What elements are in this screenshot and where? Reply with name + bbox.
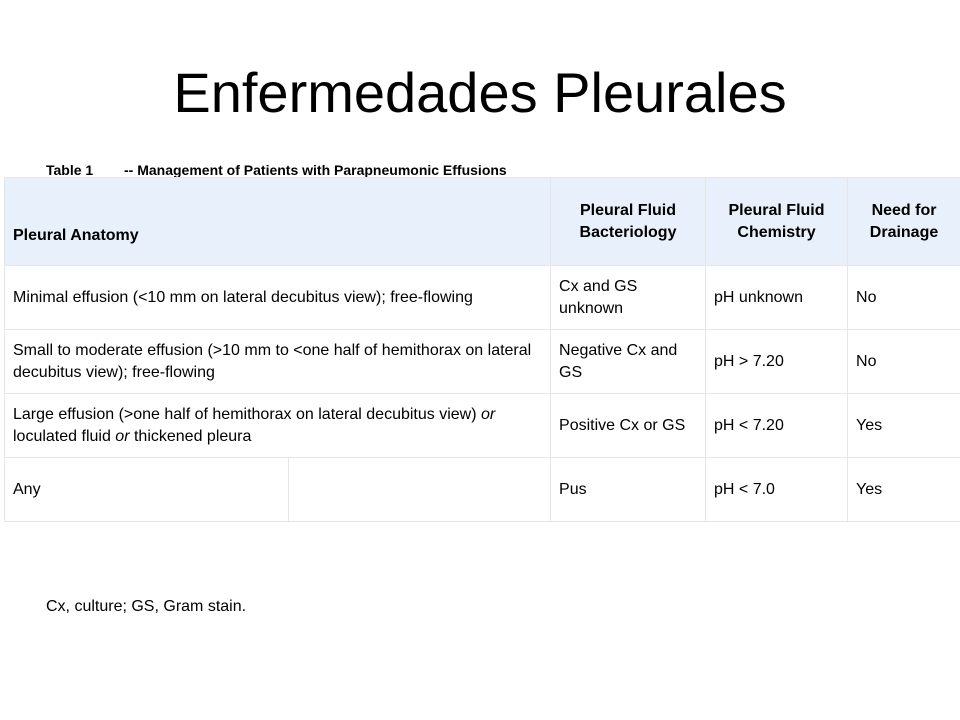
- table-row: [5, 458, 960, 522]
- header-pleural-fluid-chemistry: Pleural Fluid Chemistry: [706, 178, 848, 266]
- cell-anatomy: Small to moderate effusion (>10 mm to <one half of hemithorax on lateral decubitus view); free-flowing: [5, 330, 551, 394]
- table-header-row: [5, 178, 960, 266]
- cell-drainage: No: [848, 266, 960, 330]
- table-row: [5, 266, 960, 330]
- slide-title: Enfermedades Pleurales: [173, 61, 787, 124]
- header-pleural-fluid-bacteriology: Pleural Fluid Bacteriology: [551, 178, 706, 266]
- header-pleural-anatomy: Pleural Anatomy: [5, 178, 551, 266]
- cell-drainage: Yes: [848, 458, 960, 522]
- cell-empty: [289, 458, 551, 522]
- cell-anatomy: Minimal effusion (<10 mm on lateral decubitus view); free-flowing: [5, 266, 551, 330]
- anatomy-text-part: thickened pleura: [129, 427, 252, 445]
- anatomy-or-emphasis: or: [115, 427, 130, 445]
- cell-bacteriology: Pus: [551, 458, 706, 522]
- cell-bacteriology: Positive Cx or GS: [551, 394, 706, 458]
- cell-chemistry: pH > 7.20: [706, 330, 848, 394]
- cell-anatomy: Any: [5, 458, 289, 522]
- management-table: [4, 177, 960, 522]
- cell-bacteriology: Negative Cx and GS: [551, 330, 706, 394]
- cell-chemistry: pH < 7.0: [706, 458, 848, 522]
- anatomy-or-emphasis: or: [480, 405, 496, 423]
- table-caption-label: Table 1: [46, 162, 94, 177]
- cell-anatomy: [5, 394, 551, 458]
- header-need-for-drainage: Need for Drainage: [848, 178, 960, 266]
- cell-chemistry: pH unknown: [706, 266, 848, 330]
- cell-drainage: No: [848, 330, 960, 394]
- cell-drainage: Yes: [848, 394, 960, 458]
- anatomy-text-part: Large effusion (>one half of hemithorax on lateral decubitus view): [13, 405, 481, 423]
- table-row: [5, 394, 960, 458]
- table-caption: [46, 159, 507, 177]
- cell-chemistry: pH < 7.20: [706, 394, 848, 458]
- anatomy-text-part: loculated fluid: [13, 427, 116, 445]
- table-row: [5, 330, 960, 394]
- table-caption-text: -- Management of Patients with Parapneumonic Effusions: [124, 162, 507, 177]
- table-footnote: Cx, culture; GS, Gram stain.: [46, 598, 247, 615]
- cell-bacteriology: Cx and GS unknown: [551, 266, 706, 330]
